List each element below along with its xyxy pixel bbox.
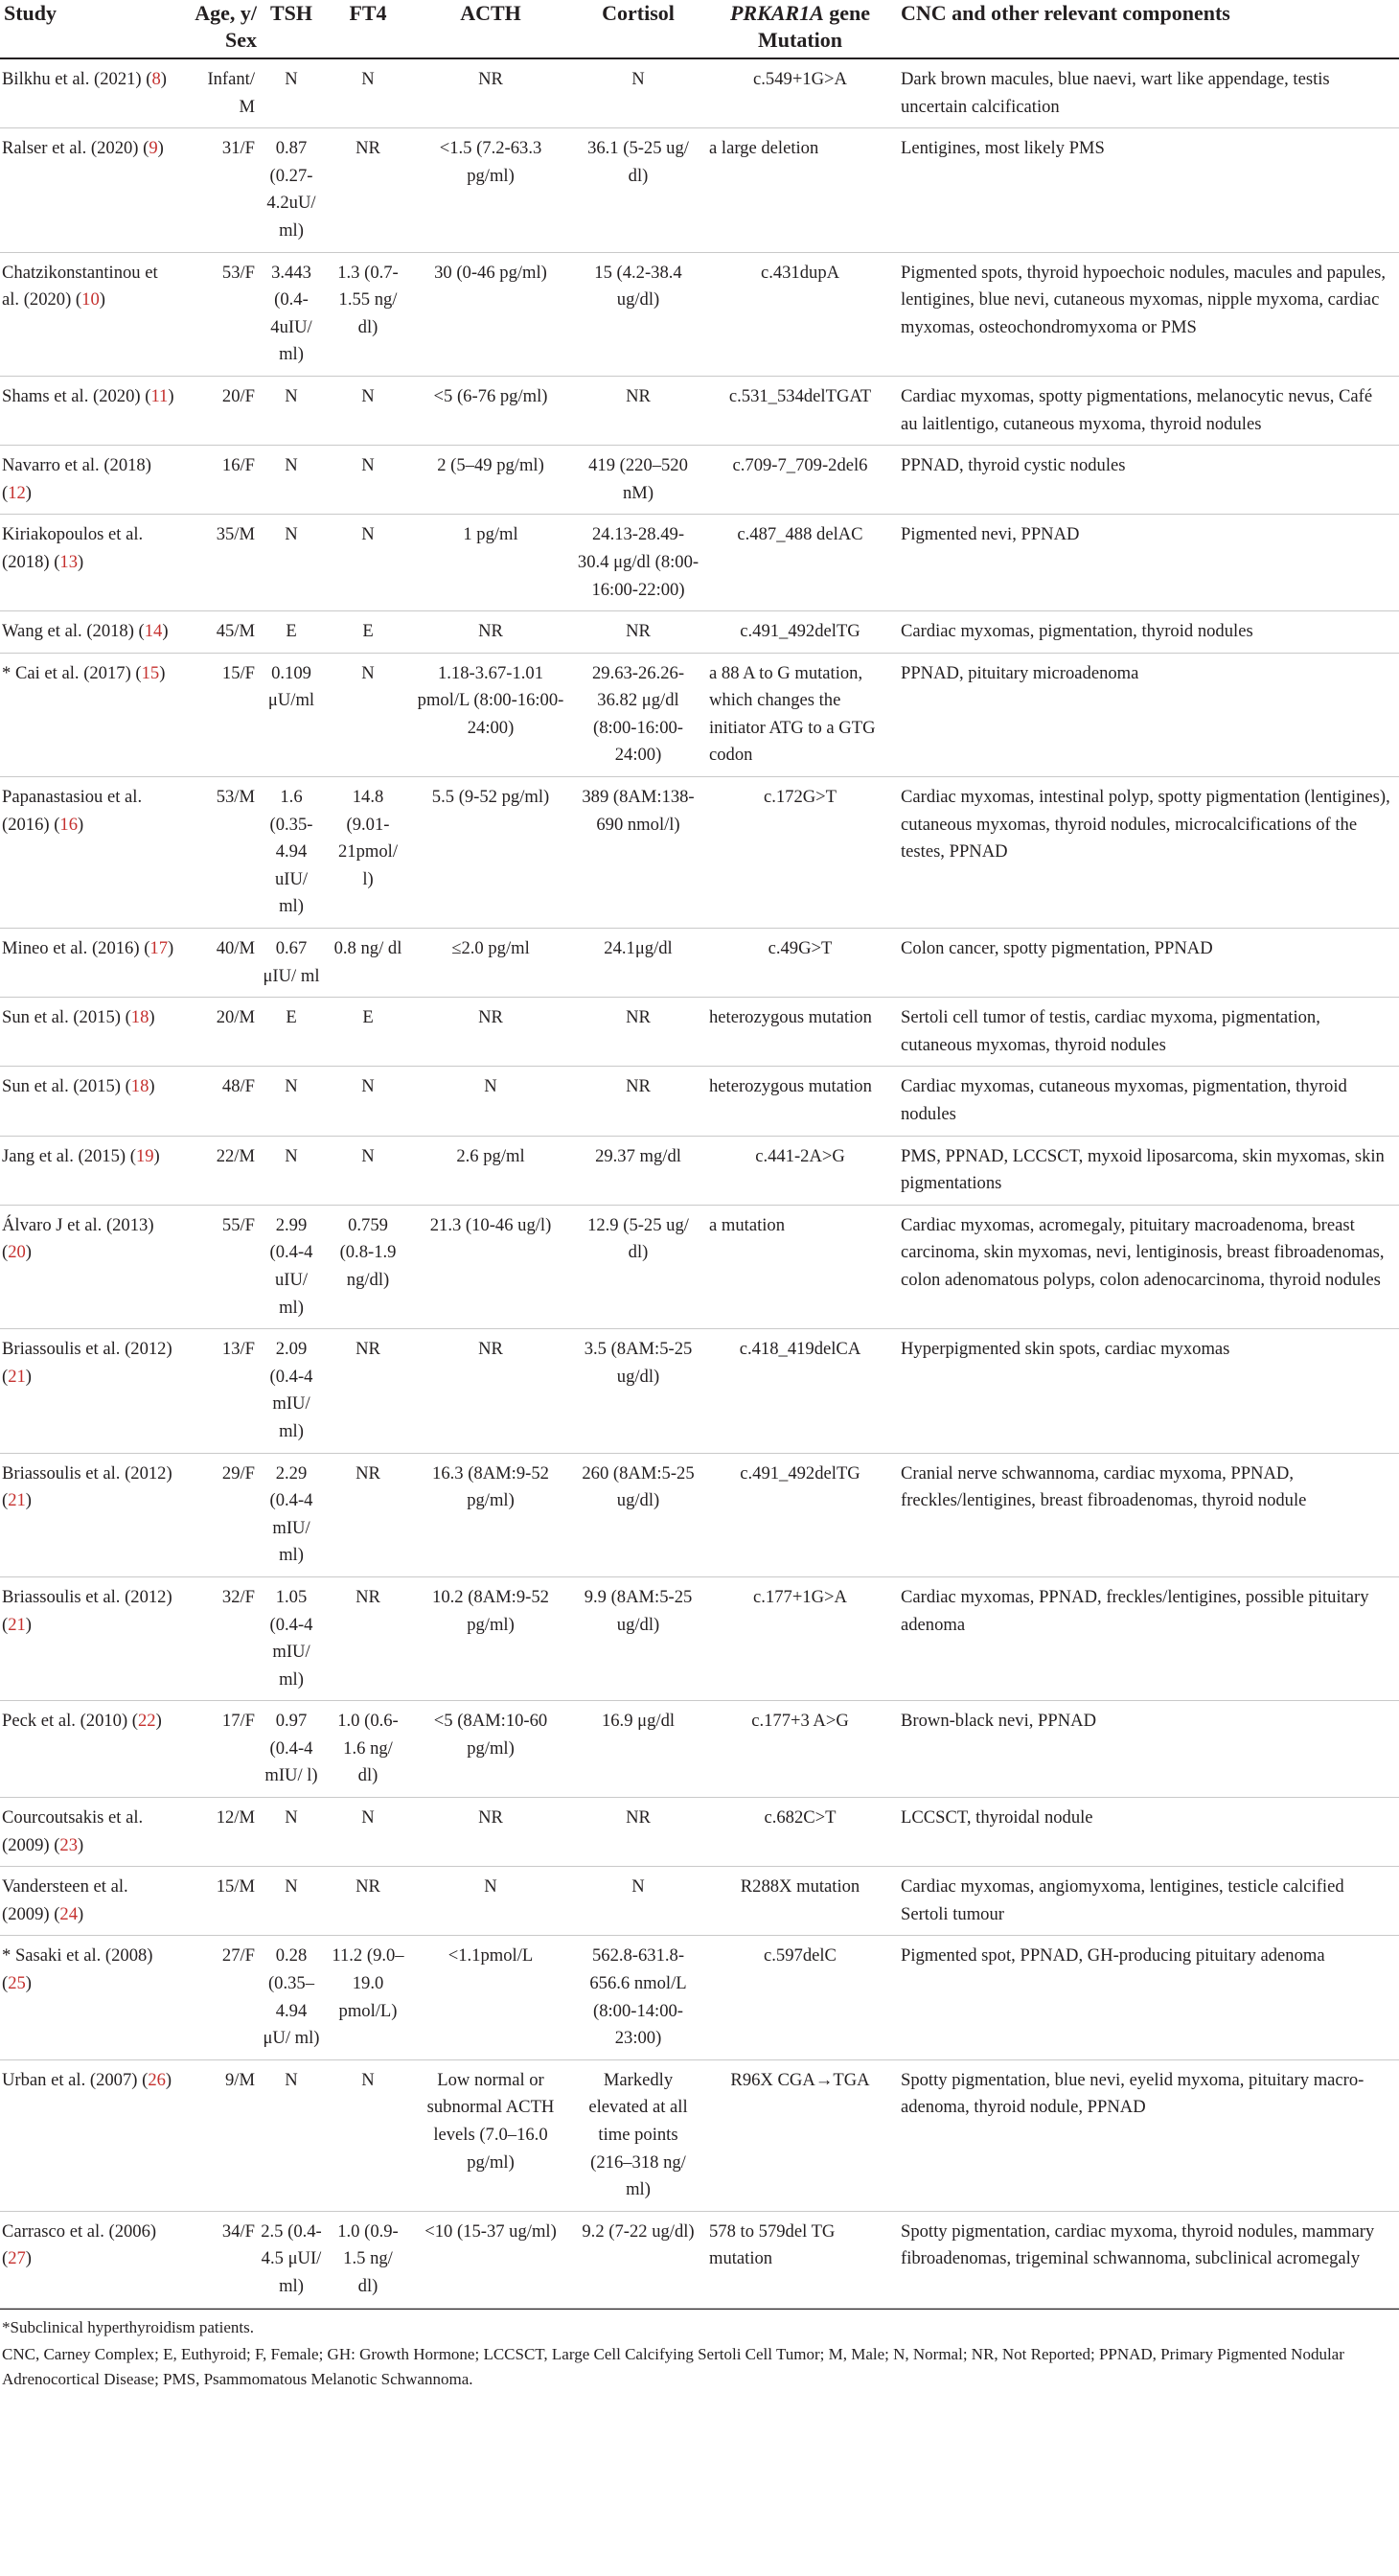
cell-age: 29/F xyxy=(221,1462,255,1484)
cell-study xyxy=(0,777,184,929)
cell-acth: 5.5 (9-52 pg/ml) xyxy=(431,787,550,808)
cell-age: 20/M xyxy=(216,1007,255,1028)
cell-cortisol: N xyxy=(631,69,645,89)
cell-gene: c.597delC xyxy=(764,1945,837,1966)
cell-ft4: N xyxy=(361,2069,375,2090)
cell-cortisol: NR xyxy=(626,621,651,642)
cell-study xyxy=(0,929,184,998)
table-row xyxy=(0,1453,1399,1576)
cell-study xyxy=(0,252,184,376)
reference-close-paren: ) xyxy=(149,1076,155,1097)
cell-cnc: LCCSCT, thyroidal nodule xyxy=(901,1807,1093,1828)
cell-cortisol: 562.8-631.8-656.6 nmol/L (8:00-14:00-23:00) xyxy=(589,1945,687,2049)
cell-cnc: Cardiac myxomas, cutaneous myxomas, pigmentation, thyroid nodules xyxy=(901,1076,1347,1124)
cell-age: 55/F xyxy=(221,1214,255,1235)
cell-age: 15/M xyxy=(216,1876,255,1898)
cell-ft4: 1.3 (0.7-1.55 ng/ dl) xyxy=(337,262,399,337)
reference-link[interactable]: 25 xyxy=(8,1973,26,1994)
reference-close-paren: ) xyxy=(165,2069,172,2090)
cell-age: 22/M xyxy=(216,1145,255,1166)
reference-close-paren: ) xyxy=(160,69,167,89)
cell-acth: 21.3 (10-46 ug/l) xyxy=(429,1214,552,1235)
cell-study xyxy=(0,1136,184,1205)
cell-acth: Low normal or subnormal ACTH levels (7.0–16.0 pg/ml) xyxy=(426,2069,555,2173)
cell-tsh: 0.109 μU/ml xyxy=(267,662,315,711)
cell-acth: 2 (5–49 pg/ml) xyxy=(437,455,544,476)
footnotes xyxy=(0,2309,1399,2392)
cell-study xyxy=(0,1205,184,1328)
reference-close-paren: ) xyxy=(155,1711,162,1732)
table-row xyxy=(0,611,1399,654)
reference-close-paren: ) xyxy=(153,1145,160,1166)
cell-study xyxy=(0,1867,184,1936)
cell-acth: 10.2 (8AM:9-52 pg/ml) xyxy=(432,1586,549,1635)
cell-study xyxy=(0,376,184,445)
cell-cortisol: 3.5 (8AM:5-25 ug/dl) xyxy=(584,1339,693,1387)
cell-age: 53/F xyxy=(221,262,255,283)
table-row xyxy=(0,1205,1399,1328)
cell-cnc: Brown-black nevi, PPNAD xyxy=(901,1711,1096,1732)
cell-cnc: Lentigines, most likely PMS xyxy=(901,138,1105,159)
cell-cortisol: 12.9 (5-25 ug/ dl) xyxy=(587,1214,689,1263)
cell-ft4: NR xyxy=(355,1462,380,1484)
reference-close-paren: ) xyxy=(78,551,84,572)
header-gene-rest: gene Mutation xyxy=(758,1,871,52)
cell-cnc: PMS, PPNAD, LCCSCT, myxoid liposarcoma, skin myxomas, skin pigmentations xyxy=(901,1145,1385,1194)
table-row xyxy=(0,1329,1399,1453)
cell-ft4: 0.759 (0.8-1.9 ng/dl) xyxy=(339,1214,397,1290)
study-text: Shams et al. (2020) ( xyxy=(2,385,151,406)
table-row xyxy=(0,1576,1399,1700)
cell-tsh: N xyxy=(285,455,298,476)
header-ft4: FT4 xyxy=(349,1,387,25)
cell-cortisol: 29.37 mg/dl xyxy=(595,1145,681,1166)
cell-gene: c.441-2A>G xyxy=(755,1145,845,1166)
study-text: Bilkhu et al. (2021) ( xyxy=(2,69,152,89)
cell-tsh: N xyxy=(285,1876,298,1898)
cell-ft4: NR xyxy=(355,1339,380,1360)
study-text: Urban et al. (2007) ( xyxy=(2,2069,149,2090)
header-gene-italic: PRKAR1A xyxy=(729,1,824,25)
cell-tsh: 2.5 (0.4-4.5 μUI/ ml) xyxy=(261,2220,322,2296)
cell-acth: NR xyxy=(478,1007,503,1028)
cell-tsh: N xyxy=(285,1145,298,1166)
cell-cortisol: 29.63-26.26-36.82 μg/dl (8:00-16:00-24:00) xyxy=(591,662,685,766)
cell-acth: 2.6 pg/ml xyxy=(456,1145,525,1166)
cell-age: 48/F xyxy=(221,1076,255,1097)
cell-age: 9/M xyxy=(225,2069,255,2090)
cell-age: 31/F xyxy=(221,138,255,159)
cell-gene: c.531_534delTGAT xyxy=(728,385,872,406)
reference-close-paren: ) xyxy=(25,2248,32,2269)
cell-tsh: 1.05 (0.4-4 mIU/ ml) xyxy=(269,1586,313,1690)
study-text: Briassoulis et al. (2012) ( xyxy=(2,1462,172,1511)
cell-tsh: 0.87 (0.27-4.2uU/ ml) xyxy=(266,138,316,241)
table-row xyxy=(0,252,1399,376)
cell-ft4: NR xyxy=(355,138,380,159)
cell-ft4: N xyxy=(361,69,375,89)
header-age: Age, y/ Sex xyxy=(195,1,257,52)
cell-study xyxy=(0,611,184,654)
cell-cortisol: 36.1 (5-25 ug/ dl) xyxy=(587,138,689,186)
cell-tsh: 3.443 (0.4-4uIU/ ml) xyxy=(270,262,312,365)
cell-ft4: N xyxy=(361,524,375,545)
cell-cortisol: Markedly elevated at all time points (216–318 ng/ ml) xyxy=(588,2069,688,2200)
cell-age: 17/F xyxy=(221,1711,255,1732)
cell-tsh: 2.09 (0.4-4 mIU/ ml) xyxy=(269,1339,313,1441)
cell-age: Infant/ M xyxy=(207,69,255,117)
table-row xyxy=(0,446,1399,515)
cell-study xyxy=(0,1067,184,1136)
cell-gene: c.491_492delTG xyxy=(740,621,860,642)
reference-close-paren: ) xyxy=(25,1490,32,1511)
cell-acth: N xyxy=(484,1876,497,1898)
cell-age: 16/F xyxy=(221,455,255,476)
cell-cnc: Colon cancer, spotty pigmentation, PPNAD xyxy=(901,938,1213,959)
reference-link[interactable]: 21 xyxy=(8,1614,26,1635)
header-study: Study xyxy=(4,1,57,25)
cell-cnc: Spotty pigmentation, blue nevi, eyelid myxoma, pituitary macro-adenoma, thyroid nodule, PPNAD xyxy=(901,2069,1365,2118)
cell-study xyxy=(0,128,184,252)
cell-ft4: N xyxy=(361,1807,375,1828)
study-text: Vandersteen et al. (2009) ( xyxy=(2,1876,128,1924)
cell-tsh: N xyxy=(285,385,298,406)
cell-cortisol: 15 (4.2-38.4 ug/dl) xyxy=(594,262,682,310)
study-text: Peck et al. (2010) ( xyxy=(2,1711,138,1732)
cell-age: 53/M xyxy=(216,787,255,808)
table-row xyxy=(0,1701,1399,1798)
cell-gene: a 88 A to G mutation, which changes the initiator ATG to a GTG codon xyxy=(709,662,876,766)
cell-study xyxy=(0,2059,184,2211)
cell-gene: a large deletion xyxy=(709,138,819,159)
study-text: Wang et al. (2018) ( xyxy=(2,621,145,642)
cell-ft4: N xyxy=(361,1076,375,1097)
cell-study xyxy=(0,1936,184,2059)
reference-link[interactable]: 17 xyxy=(149,938,168,959)
cell-cnc: Dark brown macules, blue naevi, wart like appendage, testis uncertain calcification xyxy=(901,69,1330,117)
cell-cnc: Pigmented spot, PPNAD, GH-producing pituitary adenoma xyxy=(901,1945,1325,1966)
header-tsh: TSH xyxy=(269,1,313,25)
cell-age: 40/M xyxy=(216,938,255,959)
cell-acth: NR xyxy=(478,69,503,89)
table-row xyxy=(0,376,1399,445)
cell-cnc: Cardiac myxomas, intestinal polyp, spotty pigmentation (lentigines), cutaneous myxomas, thyroid nodules, microcalcifications of the testes, PPNAD xyxy=(901,787,1390,862)
cell-gene: 578 to 579del TG mutation xyxy=(709,2220,836,2269)
reference-link[interactable]: 15 xyxy=(141,662,160,683)
header-row xyxy=(0,0,1399,58)
cell-acth: 30 (0-46 pg/ml) xyxy=(434,262,547,283)
cell-cortisol: 9.2 (7-22 ug/dl) xyxy=(582,2220,695,2242)
cell-age: 15/F xyxy=(221,662,255,683)
cell-cnc: Pigmented spots, thyroid hypoechoic nodules, macules and papules, lentigines, blue nevi, cutaneous myxomas, nipple myxoma, cardiac myxomas, osteochondromyxoma or PMS xyxy=(901,262,1387,337)
cell-tsh: 1.6 (0.35-4.94 uIU/ ml) xyxy=(269,787,313,917)
reference-close-paren: ) xyxy=(157,138,164,159)
reference-link[interactable]: 12 xyxy=(8,482,26,503)
cell-study xyxy=(0,515,184,611)
cell-tsh: E xyxy=(286,1007,297,1028)
cell-gene: c.491_492delTG xyxy=(740,1462,860,1484)
reference-link[interactable]: 8 xyxy=(151,69,161,89)
cell-age: 32/F xyxy=(221,1586,255,1607)
cell-cortisol: NR xyxy=(626,1076,651,1097)
cell-study xyxy=(0,653,184,776)
cell-gene: c.709-7_709-2del6 xyxy=(732,455,868,476)
study-text: Navarro et al. (2018) ( xyxy=(2,455,151,503)
cell-gene: c.177+3 A>G xyxy=(751,1711,849,1732)
table-row xyxy=(0,777,1399,929)
table-row xyxy=(0,128,1399,252)
cell-ft4: 1.0 (0.9-1.5 ng/ dl) xyxy=(337,2220,399,2296)
header-cortisol: Cortisol xyxy=(602,1,675,25)
reference-close-paren: ) xyxy=(25,1366,32,1387)
study-text: Jang et al. (2015) ( xyxy=(2,1145,136,1166)
cell-gene: c.172G>T xyxy=(763,787,837,808)
cell-cortisol: NR xyxy=(626,1007,651,1028)
cell-acth: <5 (6-76 pg/ml) xyxy=(433,385,548,406)
study-text: Kiriakopoulos et al. (2018) ( xyxy=(2,524,144,572)
reference-link[interactable]: 24 xyxy=(59,1903,79,1924)
cell-cnc: PPNAD, pituitary microadenoma xyxy=(901,662,1139,683)
cell-study xyxy=(0,1576,184,1700)
table-row xyxy=(0,1798,1399,1867)
cell-cortisol: 16.9 μg/dl xyxy=(601,1711,676,1732)
reference-close-paren: ) xyxy=(78,1834,84,1855)
cell-gene: R96X CGA→TGA xyxy=(730,2069,870,2090)
reference-link[interactable]: 23 xyxy=(59,1834,79,1855)
reference-close-paren: ) xyxy=(168,385,174,406)
header-cnc: CNC and other relevant components xyxy=(901,1,1230,25)
reference-link[interactable]: 19 xyxy=(135,1145,154,1166)
cell-acth: NR xyxy=(478,1807,503,1828)
reference-link[interactable]: 14 xyxy=(144,621,163,642)
study-text: Courcoutsakis et al. (2009) ( xyxy=(2,1807,144,1855)
cell-cnc: Cardiac myxomas, angiomyxoma, lentigines, testicle calcified Sertoli tumour xyxy=(901,1876,1344,1924)
study-text: Sun et al. (2015) ( xyxy=(2,1007,131,1028)
cell-age: 35/M xyxy=(216,524,255,545)
cell-cortisol: 389 (8AM:138-690 nmol/l) xyxy=(582,787,695,835)
reference-link[interactable]: 26 xyxy=(148,2069,166,2090)
cell-cnc: Cardiac myxomas, spotty pigmentations, melanocytic nevus, Café au laitlentigo, cutaneous myxoma, thyroid nodules xyxy=(901,385,1373,434)
cell-tsh: N xyxy=(285,2069,298,2090)
cell-study xyxy=(0,1453,184,1576)
study-text: Álvaro J et al. (2013) ( xyxy=(2,1214,154,1263)
cell-age: 45/M xyxy=(216,621,255,642)
cell-cortisol: 24.1μg/dl xyxy=(604,938,673,959)
cell-ft4: 14.8 (9.01-21pmol/ l) xyxy=(338,787,398,889)
cell-acth: NR xyxy=(478,1339,503,1360)
cell-ft4: N xyxy=(361,662,375,683)
cell-cnc: Sertoli cell tumor of testis, cardiac myxoma, pigmentation, cutaneous myxomas, thyroid nodules xyxy=(901,1007,1320,1055)
reference-close-paren: ) xyxy=(78,1903,84,1924)
cell-ft4: 1.0 (0.6-1.6 ng/ dl) xyxy=(337,1711,399,1786)
cell-ft4: N xyxy=(361,455,375,476)
reference-link[interactable]: 27 xyxy=(8,2248,26,2269)
cell-gene: c.177+1G>A xyxy=(753,1586,847,1607)
reference-close-paren: ) xyxy=(149,1007,155,1028)
reference-link[interactable]: 20 xyxy=(8,1242,26,1263)
cell-acth: 16.3 (8AM:9-52 pg/ml) xyxy=(432,1462,549,1511)
reference-close-paren: ) xyxy=(159,662,166,683)
cell-acth: <5 (8AM:10-60 pg/ml) xyxy=(433,1711,548,1759)
cell-acth: N xyxy=(484,1076,497,1097)
cell-cortisol: 24.13-28.49-30.4 μg/dl (8:00-16:00-22:00) xyxy=(577,524,700,600)
cell-cnc: Cardiac myxomas, pigmentation, thyroid nodules xyxy=(901,621,1253,642)
cell-ft4: NR xyxy=(355,1876,380,1898)
reference-close-paren: ) xyxy=(25,1973,32,1994)
cell-acth: <1.1pmol/L xyxy=(447,1945,534,1966)
cell-study xyxy=(0,1701,184,1798)
reference-link[interactable]: 22 xyxy=(138,1711,156,1732)
table-row xyxy=(0,2059,1399,2211)
cell-cortisol: 260 (8AM:5-25 ug/dl) xyxy=(582,1462,695,1511)
cell-tsh: N xyxy=(285,1076,298,1097)
cell-tsh: 2.99 (0.4-4 uIU/ ml) xyxy=(269,1214,313,1318)
cell-age: 34/F xyxy=(221,2220,255,2242)
cell-cortisol: NR xyxy=(626,385,651,406)
study-text: Chatzikonstantinou et al. (2020) ( xyxy=(2,262,158,310)
footnote-subclinical: *Subclinical hyperthyroidism patients. xyxy=(2,2317,254,2336)
cell-acth: <1.5 (7.2-63.3 pg/ml) xyxy=(439,138,542,186)
study-text: Briassoulis et al. (2012) ( xyxy=(2,1586,172,1635)
cell-acth: ≤2.0 pg/ml xyxy=(451,938,530,959)
cell-tsh: N xyxy=(285,1807,298,1828)
reference-link[interactable]: 11 xyxy=(150,385,169,406)
reference-close-paren: ) xyxy=(78,814,84,835)
study-text: Briassoulis et al. (2012) ( xyxy=(2,1339,172,1387)
cell-acth: <10 (15-37 ug/ml) xyxy=(424,2220,557,2242)
cell-cnc: Cardiac myxomas, PPNAD, freckles/lentigines, possible pituitary adenoma xyxy=(901,1586,1369,1635)
cell-study xyxy=(0,58,184,128)
cell-study xyxy=(0,2211,184,2308)
table-row xyxy=(0,998,1399,1067)
cell-acth: 1.18-3.67-1.01 pmol/L (8:00-16:00-24:00) xyxy=(417,662,564,738)
study-text: Carrasco et al. (2006) ( xyxy=(2,2220,157,2269)
cell-cnc: PPNAD, thyroid cystic nodules xyxy=(901,455,1126,476)
table-row xyxy=(0,1867,1399,1936)
study-text: Mineo et al. (2016) ( xyxy=(2,938,150,959)
reference-close-paren: ) xyxy=(167,938,174,959)
cell-age: 20/F xyxy=(221,385,255,406)
cell-tsh: 0.97 (0.4-4 mIU/ l) xyxy=(264,1711,318,1786)
cell-gene: c.418_419delCA xyxy=(739,1339,861,1360)
reference-close-paren: ) xyxy=(25,1614,32,1635)
header-acth: ACTH xyxy=(460,1,521,25)
cell-tsh: N xyxy=(285,524,298,545)
cell-cortisol: N xyxy=(631,1876,645,1898)
cell-ft4: NR xyxy=(355,1586,380,1607)
cell-gene: c.549+1G>A xyxy=(753,69,847,89)
cell-gene: heterozygous mutation xyxy=(709,1007,872,1028)
footnote-abbreviations: CNC, Carney Complex; E, Euthyroid; F, Female; GH: Growth Hormone; LCCSCT, Large Cell Calcifying Sertoli Cell Tumor; M, Male; N, Normal; NR, Not Reported; PPNAD, Primary Pigmented Nodular Adrenocortical Disease; PMS, Psammomatous Melanotic Schwannoma. xyxy=(2,2344,1344,2388)
reference-link[interactable]: 18 xyxy=(130,1076,149,1097)
reference-link[interactable]: 9 xyxy=(149,138,158,159)
cell-cnc: Pigmented nevi, PPNAD xyxy=(901,524,1080,545)
cell-acth: NR xyxy=(478,621,503,642)
reference-link[interactable]: 21 xyxy=(8,1490,26,1511)
table-row xyxy=(0,58,1399,128)
cell-gene: heterozygous mutation xyxy=(709,1076,872,1097)
cell-ft4: 11.2 (9.0–19.0 pmol/L) xyxy=(332,1945,404,2021)
study-text: Papanastasiou et al. (2016) ( xyxy=(2,787,143,835)
cell-tsh: 0.67 μIU/ ml xyxy=(263,938,320,986)
cell-ft4: E xyxy=(362,1007,374,1028)
cell-tsh: 2.29 (0.4-4 mIU/ ml) xyxy=(269,1462,313,1566)
reference-link[interactable]: 21 xyxy=(8,1366,26,1387)
cell-gene: R288X mutation xyxy=(740,1876,860,1898)
cell-study xyxy=(0,1329,184,1453)
study-text: * Cai et al. (2017) ( xyxy=(2,662,142,683)
reference-link[interactable]: 16 xyxy=(59,814,79,835)
cell-ft4: 0.8 ng/ dl xyxy=(333,938,402,959)
table-row xyxy=(0,1067,1399,1136)
cell-tsh: 0.28 (0.35–4.94 μU/ ml) xyxy=(263,1945,320,2049)
cell-cortisol: 419 (220–520 nM) xyxy=(588,455,688,503)
cell-tsh: N xyxy=(285,69,298,89)
cell-gene: c.49G>T xyxy=(768,938,833,959)
reference-link[interactable]: 10 xyxy=(81,289,100,310)
cell-ft4: E xyxy=(362,621,374,642)
reference-close-paren: ) xyxy=(162,621,169,642)
cell-tsh: E xyxy=(286,621,297,642)
cell-acth: 1 pg/ml xyxy=(463,524,518,545)
cell-study xyxy=(0,998,184,1067)
reference-link[interactable]: 18 xyxy=(130,1007,149,1028)
cell-cnc: Hyperpigmented skin spots, cardiac myxomas xyxy=(901,1339,1230,1360)
study-text: Sun et al. (2015) ( xyxy=(2,1076,131,1097)
cell-study xyxy=(0,446,184,515)
cell-gene: c.431dupA xyxy=(760,262,840,283)
cell-age: 13/F xyxy=(221,1339,255,1360)
cell-cnc: Cardiac myxomas, acromegaly, pituitary macroadenoma, breast carcinoma, skin myxomas, nevi, lentiginosis, breast fibroadenomas, colon adenomatous polyps, colon adenocarcinoma, thyroid nodules xyxy=(901,1214,1385,1290)
table-row xyxy=(0,929,1399,998)
reference-close-paren: ) xyxy=(25,1242,32,1263)
cell-study xyxy=(0,1798,184,1867)
cell-ft4: N xyxy=(361,385,375,406)
cell-age: 27/F xyxy=(221,1945,255,1966)
table-row xyxy=(0,515,1399,611)
cell-cortisol: NR xyxy=(626,1807,651,1828)
table-row xyxy=(0,1936,1399,2059)
reference-close-paren: ) xyxy=(25,482,32,503)
study-text: Ralser et al. (2020) ( xyxy=(2,138,149,159)
table-row xyxy=(0,1136,1399,1205)
cell-cnc: Cranial nerve schwannoma, cardiac myxoma, PPNAD, freckles/lentigines, breast fibroadenomas, thyroid nodule xyxy=(901,1462,1307,1511)
cell-ft4: N xyxy=(361,1145,375,1166)
header-gene xyxy=(705,0,897,58)
reference-close-paren: ) xyxy=(99,289,105,310)
reference-link[interactable]: 13 xyxy=(59,551,79,572)
table-row xyxy=(0,2211,1399,2308)
table-body xyxy=(0,58,1399,2308)
table-row xyxy=(0,653,1399,776)
cell-cnc: Spotty pigmentation, cardiac myxoma, thyroid nodules, mammary fibroadenomas, trigeminal schwannoma, subclinical acromegaly xyxy=(901,2220,1375,2269)
cell-cortisol: 9.9 (8AM:5-25 ug/dl) xyxy=(584,1586,693,1635)
cell-age: 12/M xyxy=(216,1807,255,1828)
cell-gene: a mutation xyxy=(709,1214,786,1235)
study-text: * Sasaki et al. (2008) ( xyxy=(2,1945,153,1994)
cell-gene: c.682C>T xyxy=(764,1807,837,1828)
cell-gene: c.487_488 delAC xyxy=(737,524,863,545)
